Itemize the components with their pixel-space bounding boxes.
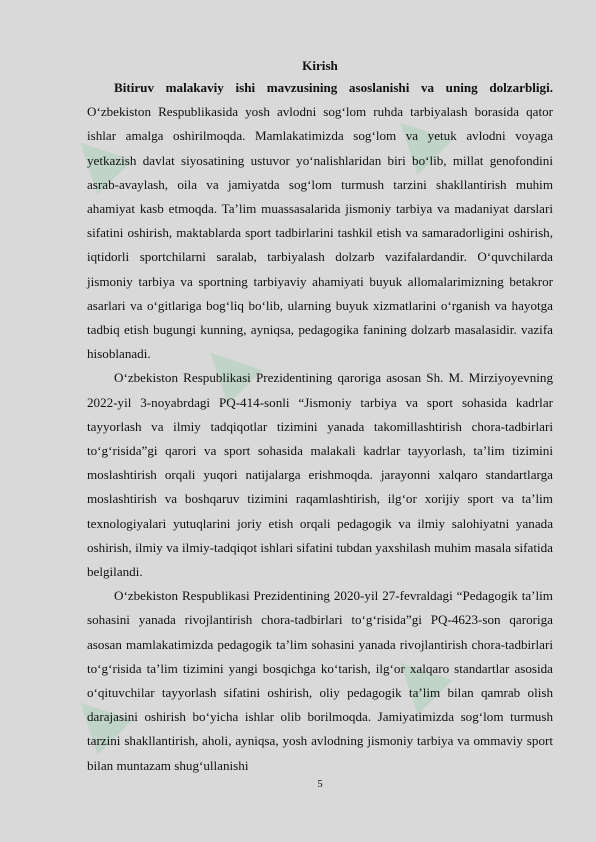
paragraph-1-body: O‘zbekiston Respublikasida yosh avlodni sog‘lom ruhda tarbiyalash borasida qator ishlar amalga oshirilmoqda. Mamlakatimizda sog‘lom va yetuk avlodni voyaga yetkazish davlat siyosatining ustuvor yo‘nalishlaridan biri bo‘lib, millat genofondini asrab-avaylash, oila va jamiyatda sog‘lom turmush tarzini shakllantirish muhim ahamiyat kasb etmoqda. Ta’lim muassasalarida jismoniy tarbiya va madaniyat darslari sifatini oshirish, maktablarda sport tadbirlarini tashkil etish va samaradorligini oshirish, iqtidorli sportchilarni saralab, tarbiyalash dolzarb vazifalardandir. O‘quvchilarda jismoniy tarbiya va sportning tarbiyaviy ahamiyati buyuk allomalarimizning betakror asarlari va o‘gitlariga bog‘liq bo‘lib, ularning buyuk xizmatlarini o‘rganish va hayotga tadbiq etish bugungi kunning, ayniqsa, pedagogika fanining dolzarb masalasidir. vazifa hisoblanadi. bbox=[87, 104, 553, 362]
watermark-left-top: ▲ bbox=[51, 113, 139, 201]
paragraph-2: O‘zbekiston Respublikasi Prezidentining qaroriga asosan Sh. M. Mirziyoyevning 2022-yil 3-noyabrdagi PQ-414-sonli “Jismoniy tarbiya va sport sohasida kadrlar tayyorlash va ilmiy tadqiqotlar tizimini yanada takomillashtirish chora-tadbirlari to‘g‘risida”gi qarori va sport sohasida malakali kadrlar tayyorlash, ta’lim tizimini moslashtirish orqali yuqori natijalarga erishmoqda. jarayonni xalqaro standartlarga moslashtirish va boshqaruv tizimini raqamlashtirish, ilg‘or xorijiy sport va ta’lim texnologiyalari yutuqlarini joriy etish orqali pedagogik va ilmiy salohiyatni yanada oshirish, ilmiy va ilmiy-tadqiqot ishlari sifatini tubdan yaxshilash muhim masala sifatida belgilandi. bbox=[87, 370, 553, 580]
page-number: 5 bbox=[317, 779, 323, 790]
document-body bbox=[87, 56, 553, 778]
paragraph-1-lead: Bitiruv malakaviy ishi mavzusining asoslanishi va uning dolzarbligi. bbox=[114, 80, 553, 95]
paragraph-1 bbox=[87, 76, 553, 366]
section-title: Kirish bbox=[302, 58, 338, 73]
watermark-right-bottom: ▲ bbox=[371, 633, 459, 721]
watermark-left-bottom: ▲ bbox=[51, 673, 139, 761]
watermark-center: ▲ bbox=[181, 323, 269, 411]
watermark-right-top: ▲ bbox=[371, 93, 459, 181]
paragraph-3: O‘zbekiston Respublikasi Prezidentining 2020-yil 27-fevraldagi “Pedagogik ta’lim sohasini yanada rivojlantirish chora-tadbirlari to‘g‘risida”gi PQ-4623-son qaroriga asosan mamlakatimizda pedagogik ta’lim sohasini yanada rivojlantirish chora-tadbirlari to‘g‘risida ta’lim tizimini yangi bosqichga ko‘tarish, ilg‘or xalqaro standartlar asosida o‘qituvchilar tayyorlash sifatini oshirish, oliy pedagogik ta’lim bilan qamrab olish darajasini oshirish bo‘yicha ishlar olib borilmoqda. Jamiyatimizda sog‘lom turmush tarzini shakllantirish, aholi, ayniqsa, yosh avlodning jismoniy tarbiya va ommaviy sport bilan muntazam shug‘ullanishi bbox=[87, 588, 553, 773]
